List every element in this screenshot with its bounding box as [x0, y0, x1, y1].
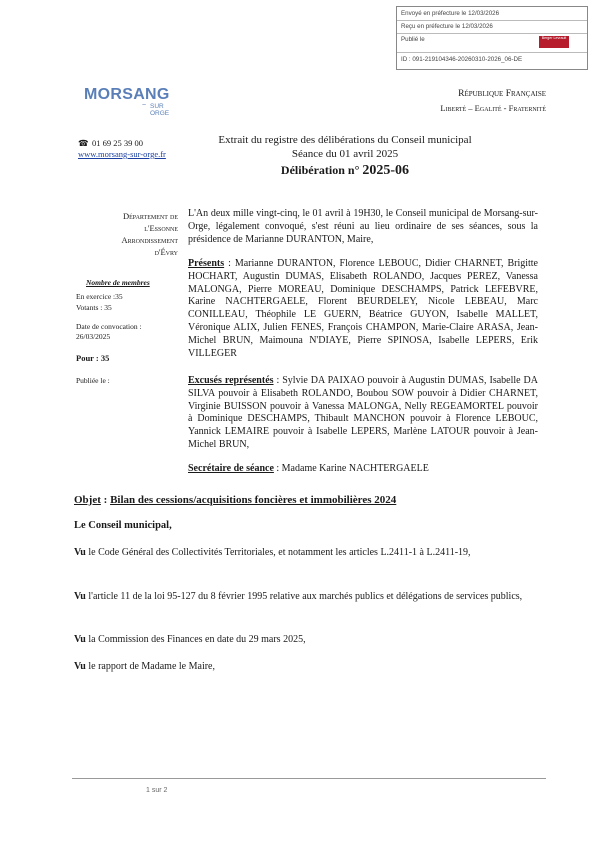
secretaire-name: : Madame Karine NACHTERGAELE — [273, 463, 429, 474]
en-exercice: En exercice :35 — [76, 292, 123, 301]
vu-paragraph — [74, 546, 546, 559]
vu-text: la Commission des Finances en date du 29 mars 2025, — [85, 634, 306, 645]
extrait-title: Extrait du registre des délibérations du Conseil municipal — [218, 134, 472, 146]
convocation-date: 26/03/2025 — [76, 332, 111, 341]
objet-sep: : — [100, 494, 111, 506]
devise: Liberté – Egalité - Fraternité — [440, 103, 546, 113]
stamp-id: ID : 091-219104346-20260310-2026_06-DE — [401, 56, 523, 63]
phone-number: 01 69 25 39 00 — [92, 138, 143, 148]
stamp-publie: Publié le — [401, 36, 425, 43]
prefecture-stamp — [396, 6, 588, 70]
stamp-recu: Reçu en préfecture le 12/03/2026 — [401, 23, 493, 30]
vu-text: l'article 11 de la loi 95-127 du 8 février 1995 relative aux marchés publics et délégations de services publics, — [85, 591, 523, 602]
website-link[interactable]: www.morsang-sur-orge.fr — [78, 149, 166, 159]
excuses-paragraph — [188, 375, 538, 452]
vu-paragraph — [74, 590, 546, 603]
delib-number: 2025-06 — [362, 163, 410, 178]
presents-paragraph — [188, 258, 538, 360]
vu-label: Vu — [74, 591, 86, 602]
vu-label: Vu — [74, 661, 86, 672]
objet-label: Objet — [74, 494, 101, 506]
morsang-logo: MORSANG — [84, 86, 170, 103]
presents-list: : Marianne DURANTON, Florence LEBOUC, Didier CHARNET, Brigitte HOCHART, Augustin DUMAS, Elisabeth ROLANDO, Jacques PEREZ, Vanessa MALONGA, Pierre MOREAU, Dominique DESCHAMPS, Patrick LEFEBVRE, Karine NACHTERGAELE, Florent BEURDELEY, Nicole LEBEAU, Marc CONILLEAU, Théophile LE GUERN, Béatrice GUYON, Isabelle MALLET, Véronique ALIX, Julien FENES, François CHAMPON, Marie-Claire ARASA, Jean-Michel BRUN, Maimouna N'DIAYE, Pierre SPINOSA, Isabelle LEPERS, Erik VILLEGER — [188, 258, 538, 359]
vu-label: Vu — [74, 634, 86, 645]
objet-title: Bilan des cessions/acquisitions foncières et immobilières 2024 — [110, 494, 397, 506]
excuses-label: Excusés représentés — [188, 375, 274, 386]
presents-label: Présents — [188, 258, 225, 269]
arr-line1: Arrondissement — [121, 235, 178, 245]
dept-line1: Département de — [122, 211, 178, 221]
deliberation-number — [200, 163, 490, 179]
logo-sub-sur: SUR — [150, 103, 164, 110]
convocation-label: Date de convocation : — [76, 322, 142, 331]
seance-date: Séance du 01 avril 2025 — [291, 148, 399, 160]
pour: Pour : 35 — [76, 353, 110, 363]
vu-paragraph — [74, 633, 546, 646]
delib-label: Délibération n° — [280, 163, 360, 177]
page-number: 1 sur 2 — [146, 787, 168, 794]
vu-text: le rapport de Madame le Maire, — [85, 661, 215, 672]
arr-line2: d'Évry — [154, 247, 178, 257]
vu-label: Vu — [74, 547, 86, 558]
logo-sub-orge: ORGE — [150, 110, 170, 117]
secretaire-label: Secrétaire de séance — [188, 463, 274, 474]
berger-levrault-logo: Berger Levrault — [539, 36, 569, 48]
publiee-le: Publiée le : — [76, 376, 110, 385]
footer-divider — [72, 778, 546, 779]
vu-paragraph — [74, 660, 546, 673]
excuses-list: : Sylvie DA PAIXAO pouvoir à Augustin DUMAS, Isabelle DA SILVA pouvoir à Elisabeth ROLANDO, Boubou SOW pouvoir à Didier CHARNET, Virginie BUISSON pouvoir à Vanessa MALONGA, Nelly REGEAMORTEL pouvoir à Dominique DESCHAMPS, Thibault MANCHON pouvoir à Florence LEBOUC, Yannick LEMAIRE pouvoir à Isabelle LEPERS, Marlène LATOUR pouvoir à Jean-Michel BRUN, — [188, 375, 538, 450]
intro-paragraph: L'An deux mille vingt-cinq, le 01 avril à 19H30, le Conseil municipal de Morsang-sur-Orge, légalement convoqué, s'est réuni au lieu ordinaire de ses séances, sous la présidence de Marianne DURANTON, Maire, — [188, 208, 538, 245]
stamp-envoye: Envoyé en préfecture le 12/03/2026 — [401, 10, 500, 17]
telephone-icon: ☎ — [78, 138, 89, 148]
logo-wave-icon: ~ — [142, 102, 147, 109]
conseil-heading: Le Conseil municipal, — [74, 520, 172, 531]
dept-line2: l'Essonne — [144, 223, 178, 233]
objet-line — [74, 494, 396, 506]
votants: Votants : 35 — [76, 303, 112, 312]
republique-francaise: République Française — [458, 89, 546, 99]
secretaire-paragraph — [188, 463, 538, 476]
vu-text: le Code Général des Collectivités Territoriales, et notamment les articles L.2411-1 à L.2411-19, — [85, 547, 471, 558]
nombre-membres-title: Nombre de membres — [86, 278, 150, 287]
